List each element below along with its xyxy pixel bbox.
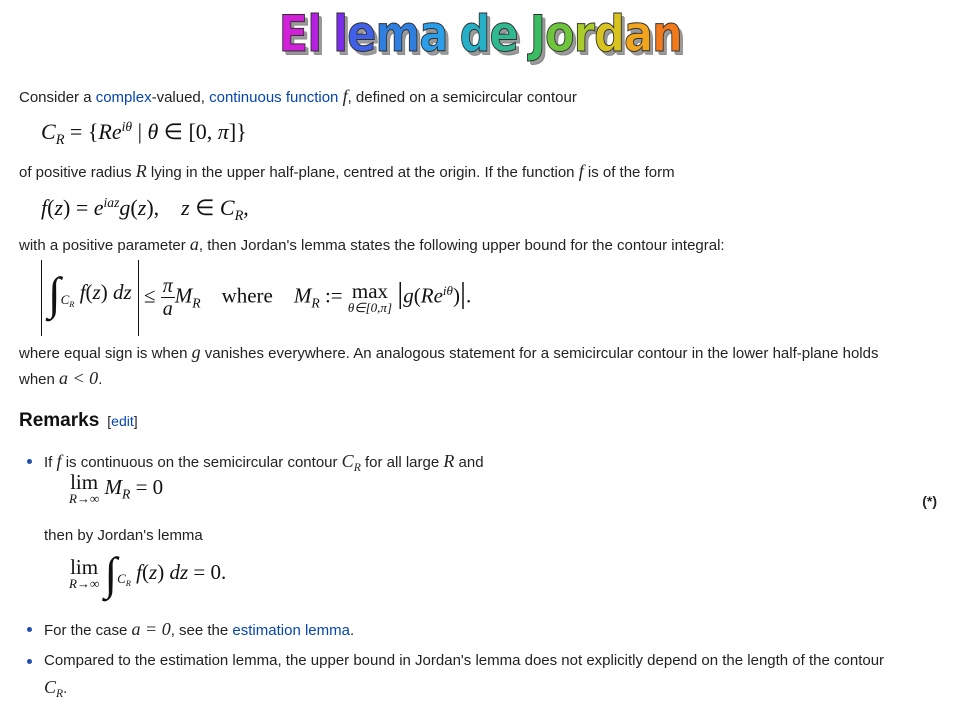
- remark1-for-all: for all large: [360, 454, 444, 471]
- equality-paragraph: [19, 341, 929, 365]
- lim-label: lim: [70, 470, 99, 494]
- math-a: a: [189, 234, 199, 254]
- remark-1: If f is continuous on the semicircular contour $C_R$ for all large R and: [44, 451, 484, 475]
- title-letter: l: [306, 5, 321, 63]
- max-subscript: θ∈[0,π]: [347, 299, 392, 315]
- title-letter: r: [573, 5, 594, 63]
- edit-link[interactable]: [edit]: [107, 413, 138, 429]
- equation-tag: (*): [922, 493, 937, 509]
- abs-integral: $\int_{C_R}$ f(z) dz: [41, 260, 139, 336]
- title-letter: J: [529, 5, 545, 63]
- math-f: f: [342, 86, 348, 106]
- fraction-pi-over-a: $\frac{\pi}{a}$: [162, 275, 173, 321]
- math-f-3: f: [56, 451, 62, 471]
- para4-line2-end: .: [98, 371, 103, 388]
- title-letter: m: [375, 5, 420, 63]
- para3-text: with a positive parameter: [19, 237, 190, 254]
- continuous-function-link[interactable]: continuous function: [209, 89, 339, 106]
- lim-subscript: R→∞: [69, 491, 100, 506]
- title-letter: a: [623, 5, 652, 63]
- intro-paragraph: [19, 85, 577, 109]
- remark3-text: Compared to the estimation lemma, the upper bound in Jordan's lemma does not explicitly depend on the length of the contour: [44, 652, 885, 669]
- equation-bound: $\int_{C_R}$ f(z) dz ≤ $\frac{\pi}{a}$ $M_R$ where $M_R$ := max θ∈[0,π] $|g(Re^{i\theta})|$.: [41, 260, 471, 336]
- math-R: R: [135, 161, 147, 181]
- title-letter: E: [278, 5, 307, 63]
- lim-operator-2: lim R→∞: [69, 555, 100, 591]
- math-g: g: [191, 342, 201, 362]
- intro-text-after: , defined on a semicircular contour: [347, 89, 577, 106]
- remark-2: [44, 618, 354, 642]
- equation-limit-integral: lim R→∞ $\int_{C_R}$ f(z) dz = 0.: [69, 548, 227, 599]
- equation-form: $f(z) = e^{iaz}g(z)$, z ∈ $C_R$,: [41, 195, 249, 225]
- remark-1-then: then by Jordan's lemma: [44, 527, 203, 544]
- parameter-paragraph: [19, 233, 725, 257]
- remarks-heading: [19, 410, 138, 432]
- math-a-eq-0: a = 0: [131, 619, 171, 639]
- remarks-title: Remarks: [19, 410, 100, 431]
- remark1-text-after: and: [454, 454, 484, 471]
- where-word: where: [221, 283, 273, 308]
- title-letter: d: [459, 5, 490, 63]
- para4-line2-text: when: [19, 371, 60, 388]
- equality-paragraph-line2: [19, 367, 102, 391]
- title-letter: a: [419, 5, 448, 63]
- max-operator: [347, 278, 392, 315]
- title-letter: e: [489, 5, 518, 63]
- remark-3-line2: $C_R$.: [44, 677, 68, 701]
- math-a-lt-0: a < 0: [59, 368, 99, 388]
- para2-text-after: is of the form: [583, 164, 675, 181]
- remark1-text: If: [44, 454, 57, 471]
- equation-contour: $C_R = \{Re^{i\theta}$ | θ ∈ [0, π]}: [41, 119, 247, 149]
- max-label: max: [351, 278, 389, 303]
- remark2-text-mid: , see the: [170, 622, 233, 639]
- remark2-text-after: .: [349, 622, 355, 639]
- para2-text-mid: lying in the upper half-plane, centred at the origin. If the function: [146, 164, 579, 181]
- title-letter: e: [346, 5, 376, 63]
- math-R-2: R: [443, 451, 455, 471]
- title-letter: d: [593, 5, 624, 63]
- para2-text: of positive radius: [19, 164, 136, 181]
- complex-link[interactable]: complex: [95, 89, 152, 106]
- remark-3: [44, 650, 944, 672]
- title-letter: l: [332, 5, 347, 63]
- para4-text-mid: vanishes everywhere. An analogous statement for a semicircular contour in the lower half-plane holds: [200, 345, 879, 362]
- para3-text-after: , then Jordan's lemma states the following upper bound for the contour integral:: [198, 237, 725, 254]
- title-letter: o: [544, 5, 574, 63]
- para4-text: where equal sign is when: [19, 345, 192, 362]
- page-title: [278, 2, 681, 66]
- title-banner: [0, 2, 960, 66]
- intro-text: Consider a: [19, 89, 96, 106]
- estimation-lemma-link[interactable]: estimation lemma: [232, 622, 350, 639]
- radius-paragraph: [19, 160, 675, 184]
- title-letter: n: [651, 5, 682, 63]
- intro-text-mid: -valued,: [151, 89, 210, 106]
- remark1-text-mid: is continuous on the semicircular contour: [61, 454, 342, 471]
- math-f-2: f: [578, 161, 584, 181]
- remark2-text: For the case: [44, 622, 132, 639]
- lim-operator: [69, 472, 99, 506]
- equation-limit-MR: lim R→∞ $M_R = 0$: [69, 470, 164, 506]
